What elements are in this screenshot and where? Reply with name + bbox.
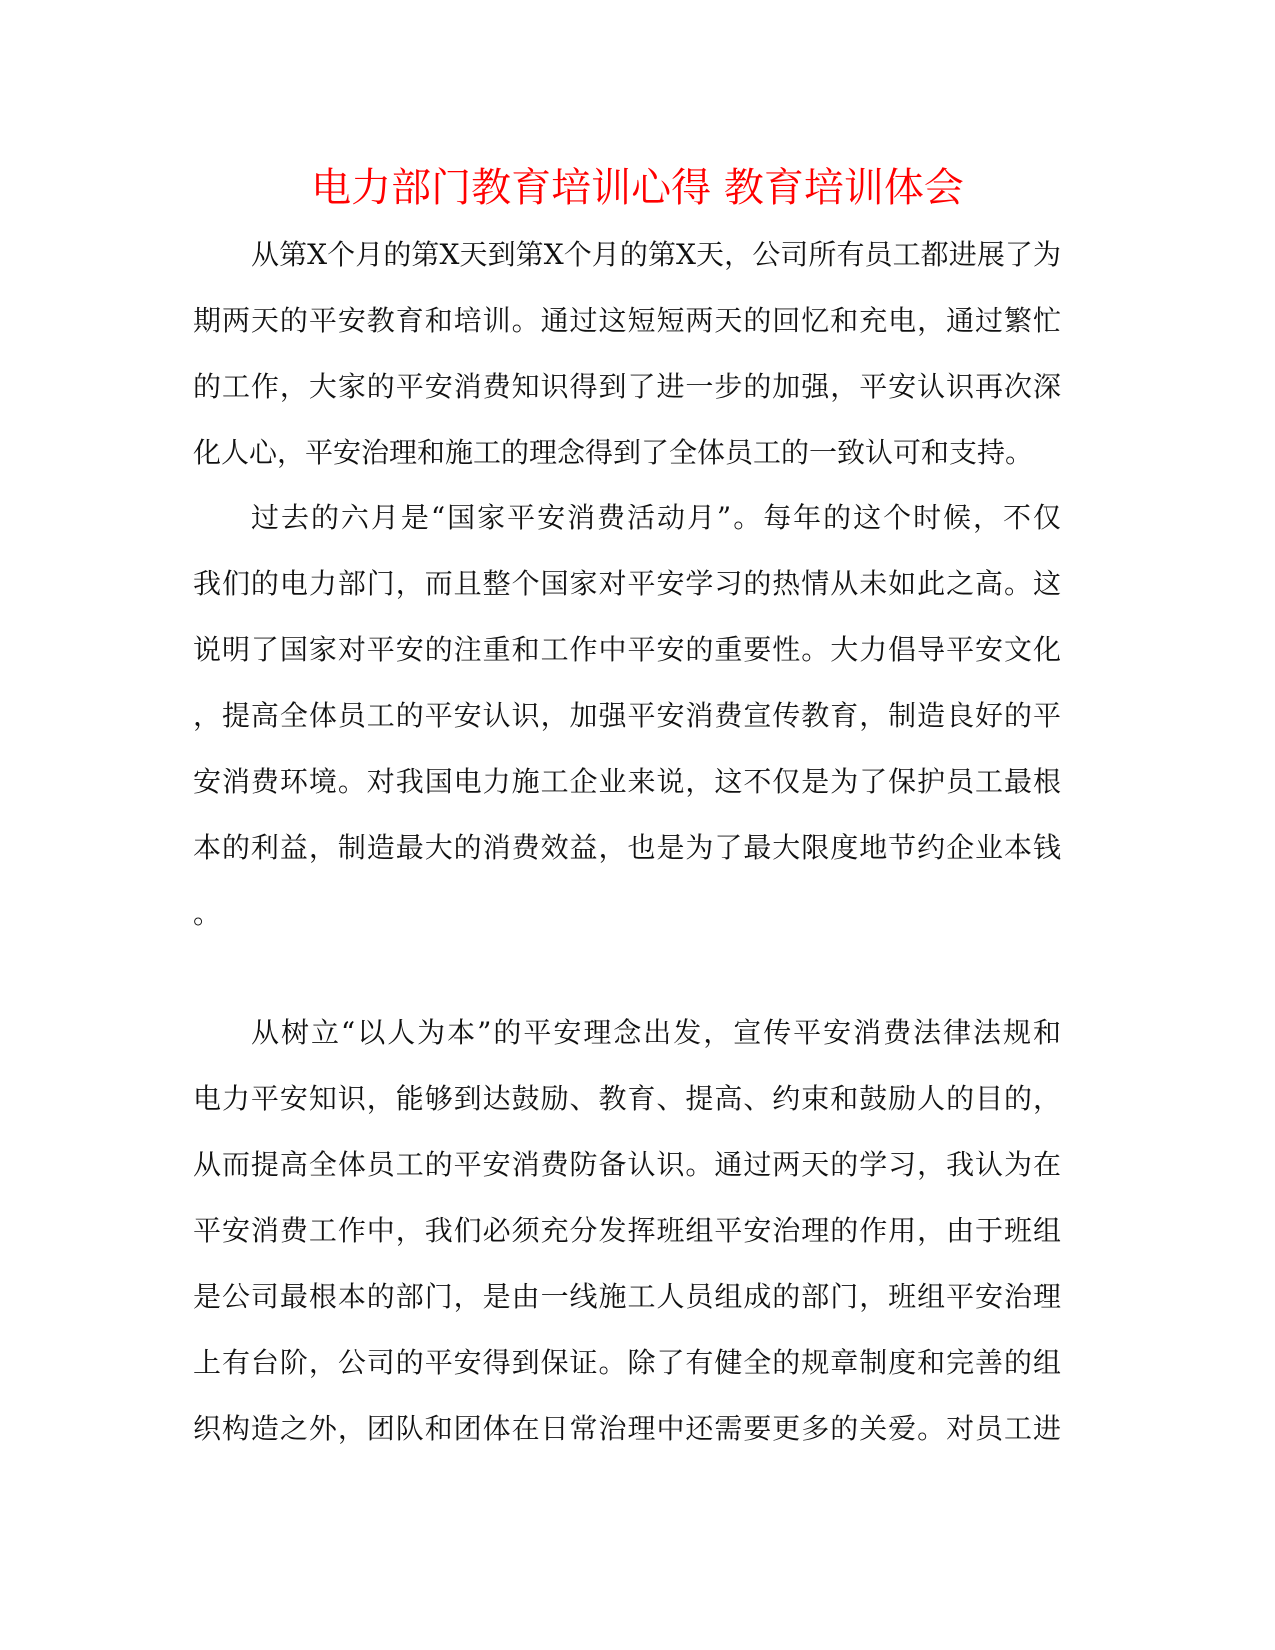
paragraph-1 (193, 222, 1061, 486)
paragraph-line: 从树立“以人为本”的平安理念出发，宣传平安消费法律法规和 (251, 1016, 1061, 1049)
document-title: 电力部门教育培训心得 教育培训体会 (311, 165, 964, 211)
paragraph-line: 上有台阶，公司的平安得到保证。除了有健全的规章制度和完善的组 (193, 1346, 1061, 1379)
paragraph-line: 平安消费工作中，我们必须充分发挥班组平安治理的作用，由于班组 (193, 1214, 1061, 1247)
paragraph-line: ，提高全体员工的平安认识，加强平安消费宣传教育，制造良好的平 (193, 699, 1061, 732)
paragraph-line: 是公司最根本的部门，是由一线施工人员组成的部门，班组平安治理 (193, 1280, 1061, 1313)
paragraph-line: 织构造之外，团队和团体在日常治理中还需要更多的关爱。对员工进 (193, 1412, 1061, 1445)
paragraph-3 (193, 1000, 1061, 1462)
paragraph-line: 从而提高全体员工的平安消费防备认识。通过两天的学习，我认为在 (193, 1148, 1061, 1181)
paragraph-line: 我们的电力部门，而且整个国家对平安学习的热情从未如此之高。这 (193, 567, 1061, 600)
paragraph-line: 的工作，大家的平安消费知识得到了进一步的加强，平安认识再次深 (193, 370, 1061, 403)
paragraph-line: 。 (193, 897, 222, 930)
paragraph-line: 期两天的平安教育和培训。通过这短短两天的回忆和充电，通过繁忙 (193, 304, 1061, 337)
paragraph-line: 过去的六月是“国家平安消费活动月”。每年的这个时候，不仅 (251, 501, 1061, 534)
paragraph-line: 电力平安知识，能够到达鼓励、教育、提高、约束和鼓励人的目的， (193, 1082, 1061, 1115)
paragraph-line: 本的利益，制造最大的消费效益，也是为了最大限度地节约企业本钱 (193, 831, 1061, 864)
paragraph-2 (193, 485, 1061, 947)
paragraph-line: 从第X个月的第X天到第X个月的第X天，公司所有员工都进展了为 (251, 238, 1061, 271)
paragraph-line: 化人心，平安治理和施工的理念得到了全体员工的一致认可和支持。 (193, 436, 1034, 469)
paragraph-line: 安消费环境。对我国电力施工企业来说，这不仅是为了保护员工最根 (193, 765, 1061, 798)
paragraph-line: 说明了国家对平安的注重和工作中平安的重要性。大力倡导平安文化 (193, 633, 1061, 666)
